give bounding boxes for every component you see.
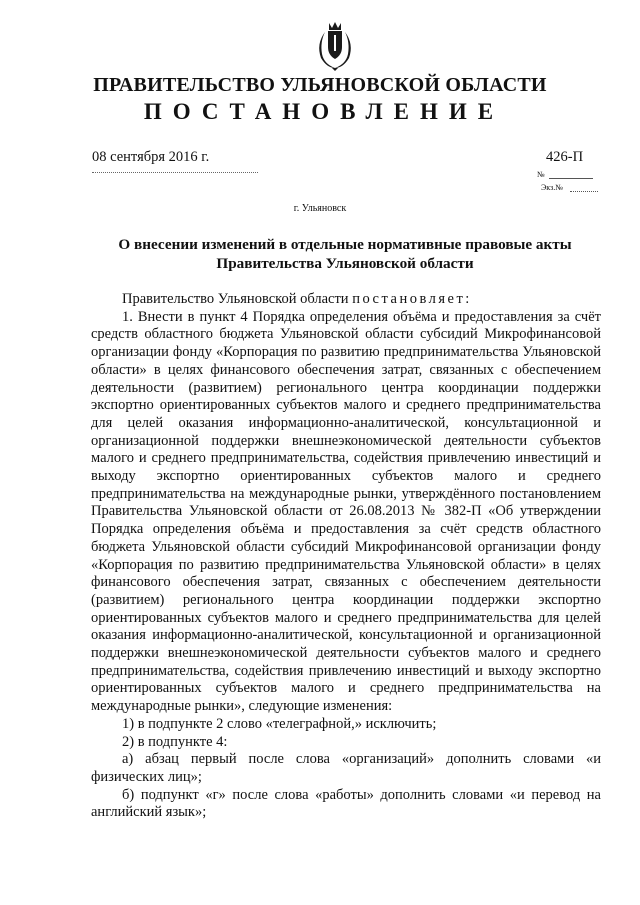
subject-line: Правительства Ульяновской области — [216, 255, 474, 272]
document-date: 08 сентября 2016 г. — [92, 149, 210, 165]
number-mark: № — [537, 170, 545, 179]
body-paragraph: 2) в подпункте 4: — [122, 733, 228, 750]
body-paragraph: а) абзац первый после слова «организаций» дополнить словами «и физических лиц»; — [91, 751, 601, 785]
city-label: г. Ульяновск — [293, 203, 347, 214]
body-paragraph: б) подпункт «г» после слова «работы» дополнить словами «и перевод на английский язык»; — [91, 786, 601, 821]
preamble — [91, 291, 601, 309]
government-title: ПРАВИТЕЛЬСТВО УЛЬЯНОВСКОЙ ОБЛАСТИ — [93, 74, 547, 96]
document-number: 426-П — [546, 149, 584, 165]
body-paragraph: 1. Внести в пункт 4 Порядка определения объёма и предоставления за счёт средств областного бюджета Ульяновской области субсидий Микрофинансовой организации фонду «Корпорация по развитию предпринимательства Ульяновской области» в целях финансового обеспечения затрат, связанных с обеспечением деятельности (развитием) регионального центра координации поддержки экспортно ориентированных субъектов малого и среднего предпринимательства для целей оказания информационно-аналитической, консультационной и организационной поддержки внешнеэкономической деятельности субъектов малого и среднего предпринимательства, содействия привлечению инвестиций и выходу экспортно ориентированных субъектов малого и среднего предпринимательства на международные рынки, утверждённого постановлением Правительства Ульяновской области от 26.08.2013 № 382-П «Об утверждении Порядка определения объёма и предоставления за счёт средств областного бюджета Ульяновской области субсидий Микрофинансовой организации фонду «Корпорация по развитию предпринимательства Ульяновской области» в целях финансового обеспечения затрат, связанных с обеспечением деятельности (развитием) регионального центра координации поддержки экспортно ориентированных субъектов малого и среднего предпринимательства для целей оказания информационно-аналитической, консультационной и организационной поддержки внешнеэкономической деятельности субъектов малого и среднего предпринимательства, содействия привлечению инвестиций и выходу экспортно ориентированных субъектов малого и среднего предпринимательства на международные рынки», следующие изменения: — [91, 308, 601, 715]
date-underline — [92, 172, 258, 173]
preamble-verb: постановляет — [352, 291, 466, 307]
coat-of-arms-icon — [310, 20, 360, 72]
preamble-prefix: Правительство Ульяновской области — [122, 291, 353, 307]
body-paragraph: 1) в подпункте 2 слово «телеграфной,» исключить; — [122, 715, 437, 732]
document-subject — [90, 235, 600, 273]
copy-number-underline — [570, 191, 598, 192]
subject-line: О внесении изменений в отдельные нормативные правовые акты — [118, 236, 572, 253]
document-body — [91, 291, 601, 822]
document-type: ПОСТАНОВЛЕНИЕ — [143, 99, 505, 124]
copy-number-mark: Экз.№ — [541, 183, 563, 192]
number-underline — [549, 178, 593, 179]
preamble-suffix: : — [465, 291, 470, 307]
